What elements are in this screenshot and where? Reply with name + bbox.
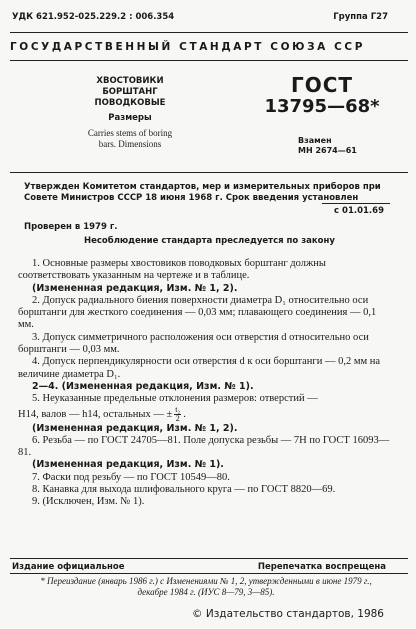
header-rule bbox=[10, 60, 408, 61]
replaced-value: МН 2674—61 bbox=[298, 145, 357, 155]
gost-number-block bbox=[262, 74, 382, 118]
date-rule bbox=[322, 203, 390, 204]
standard-body bbox=[18, 258, 392, 509]
clause-5-end: . bbox=[183, 408, 186, 420]
reprint-forbidden: Перепечатка воспрещена bbox=[257, 562, 386, 572]
footer-rule-2 bbox=[10, 573, 408, 574]
title-english-2: bars. Dimensions bbox=[98, 139, 162, 149]
fraction-denominator: 2 bbox=[175, 413, 180, 423]
clause-2: 2. Допуск радиального биения поверхности диаметра D₁ относительно оси борштанги для жесткого соединения — 0,03 мм; плавающего соединения — 0,1 мм. bbox=[18, 294, 377, 331]
top-rule bbox=[10, 32, 408, 33]
effective-date: с 01.01.69 bbox=[334, 206, 384, 216]
clause-9: 9. (Исключен, Изм. № 1). bbox=[32, 496, 145, 508]
official-edition: Издание официальное bbox=[12, 562, 125, 572]
title-line-3: ПОВОДКОВЫЕ bbox=[94, 98, 166, 108]
clause-5-tolerances: H14, валов — h14, остальных — ± bbox=[18, 408, 173, 420]
gost-label: ГОСТ bbox=[290, 73, 354, 97]
checked-year: Проверен в 1979 г. bbox=[24, 222, 118, 232]
clause-5-line-2 bbox=[18, 406, 392, 423]
clause-5-line-1: 5. Неуказанные предельные отклонения размеров: отверстий — bbox=[32, 393, 318, 405]
replaced-standard bbox=[298, 136, 357, 155]
replaced-label: Взамен bbox=[298, 136, 332, 145]
copyright: © Издательство стандартов, 1986 bbox=[192, 608, 384, 620]
reprint-note: * Переиздание (январь 1986 г.) с Изменениями № 1, 2, утвержденными в июне 1979 г., декабре 1984 г. (ИУС 8—79, 3—85). bbox=[40, 576, 372, 597]
fraction-numerator: t₂ bbox=[175, 404, 181, 414]
clause-8: 8. Канавка для выхода шлифовального круга — по ГОСТ 8820—69. bbox=[32, 484, 336, 496]
title-subtitle: Размеры bbox=[108, 113, 152, 123]
clause-1: 1. Основные размеры хвостовиков поводковых борштанг должны соответствовать указанным на чертеже и в таблице. bbox=[18, 258, 326, 282]
revision-note-2: 2—4. (Измененная редакция, Изм. № 1). bbox=[32, 380, 254, 392]
revision-note-3: (Измененная редакция, Изм. № 1, 2). bbox=[32, 422, 238, 434]
clause-6: 6. Резьба — по ГОСТ 24705—81. Поле допуска резьбы — 7H по ГОСТ 16093—81. bbox=[18, 434, 390, 459]
title-line-2: БОРШТАНГ bbox=[102, 87, 158, 97]
title-block bbox=[50, 76, 210, 150]
clause-4: 4. Допуск перпендикулярности оси отверстия d к оси борштанги — 0,2 мм на величине диаметра D₁. bbox=[18, 356, 381, 380]
group-code: Группа Г27 bbox=[333, 12, 388, 22]
tolerance-fraction bbox=[174, 406, 181, 423]
clause-7: 7. Фаски под резьбу — по ГОСТ 10549—80. bbox=[32, 471, 230, 483]
revision-note-1: (Измененная редакция, Изм. № 1, 2). bbox=[32, 282, 238, 294]
gost-number: 13795—68* bbox=[264, 96, 380, 117]
revision-note-4: (Измененная редакция, Изм. № 1). bbox=[32, 459, 224, 471]
title-english-1: Carries stems of boring bbox=[87, 128, 173, 138]
udk-code: УДК 621.952-025.229.2 : 006.354 bbox=[12, 12, 175, 22]
title-rule bbox=[10, 172, 408, 173]
clause-3: 3. Допуск симметричного расположения оси отверстия d относительно оси борштанги — 0,03 мм. bbox=[18, 331, 369, 356]
footer-rule bbox=[10, 558, 408, 559]
nonobservance-notice: Несоблюдение стандарта преследуется по закону bbox=[84, 236, 335, 246]
approval-text: Утвержден Комитетом стандартов, мер и измерительных приборов при Совете Министров СССР 18 июня 1968 г. Срок введения установлен bbox=[24, 182, 381, 203]
state-standard-heading: ГОСУДАРСТВЕННЫЙ СТАНДАРТ СОЮЗА ССР bbox=[10, 41, 366, 53]
title-line-1: ХВОСТОВИКИ bbox=[96, 76, 164, 86]
